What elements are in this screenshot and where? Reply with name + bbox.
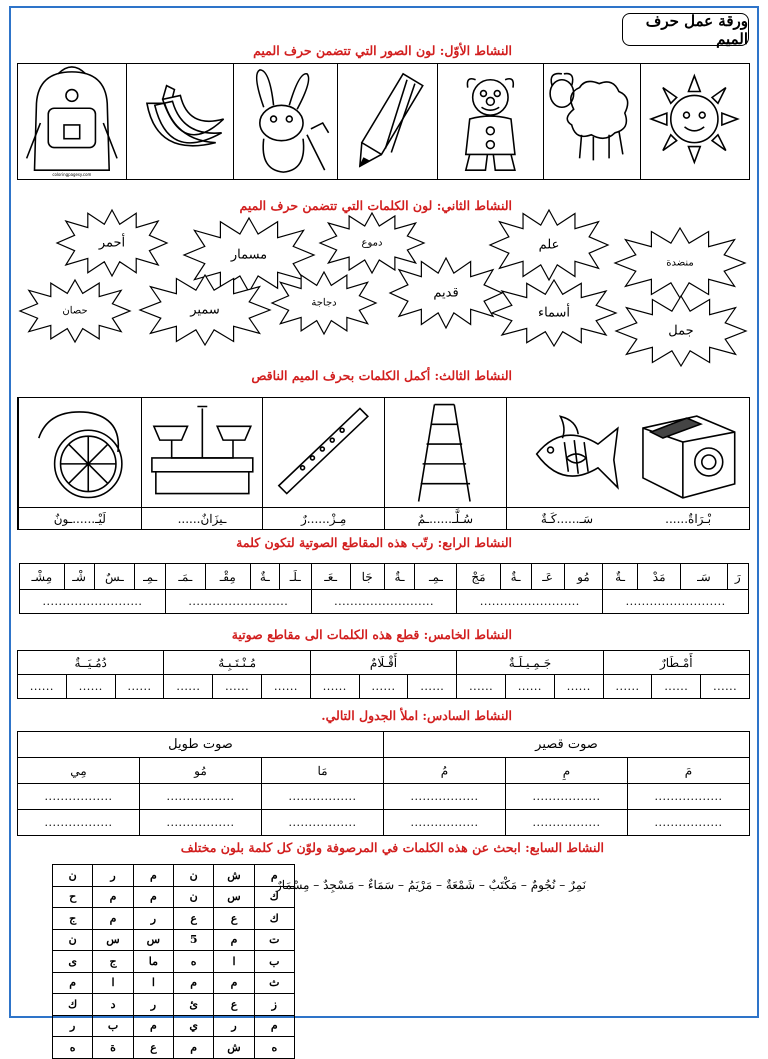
rabbit-image: [233, 64, 337, 179]
syllable: سَـ: [681, 564, 727, 590]
grid-letter[interactable]: م: [133, 886, 173, 908]
syllable: ـةٌ: [500, 564, 531, 590]
answer-field[interactable]: .................: [506, 784, 628, 810]
word-text: دموع: [361, 237, 383, 249]
grid-letter[interactable]: ه: [254, 1037, 294, 1059]
answer-field[interactable]: .........................: [603, 590, 749, 614]
syllable: مُو: [564, 564, 603, 590]
grid-letter[interactable]: م: [133, 1015, 173, 1037]
grid-letter[interactable]: ر: [53, 1015, 93, 1037]
grid-letter[interactable]: ع: [214, 994, 254, 1016]
activity-6-table: [17, 731, 750, 836]
word-blank-6: لَيْـ......ـونٌ: [19, 507, 141, 529]
image-credit: coloringpagesy.com: [52, 172, 92, 178]
grid-letter[interactable]: ة: [93, 1037, 133, 1059]
answer-field[interactable]: ......: [310, 675, 359, 699]
grid-letter[interactable]: ا: [133, 972, 173, 994]
word-star-mindada[interactable]: [615, 228, 745, 298]
grid-letter[interactable]: م: [174, 1037, 214, 1059]
answer-field[interactable]: ......: [408, 675, 457, 699]
grid-letter[interactable]: ز: [254, 994, 294, 1016]
ladder-cell: [384, 398, 506, 529]
column-header: مَا: [262, 758, 384, 784]
answer-field[interactable]: .................: [18, 784, 140, 810]
grid-letter[interactable]: ك: [254, 886, 294, 908]
grid-letter[interactable]: ب: [93, 1015, 133, 1037]
grid-letter[interactable]: ي: [174, 1015, 214, 1037]
activity-6-heading: النشاط السادس: املأ الجدول التالي.: [321, 708, 512, 723]
syllable: مَدْ: [637, 564, 680, 590]
grid-letter[interactable]: ما: [133, 951, 173, 973]
sheep-image: [543, 64, 641, 179]
grid-letter[interactable]: ث: [254, 972, 294, 994]
grid-letter[interactable]: س: [93, 929, 133, 951]
sharpener-cell: [627, 398, 749, 529]
grid-letter[interactable]: ن: [174, 886, 214, 908]
grid-letter[interactable]: م: [214, 972, 254, 994]
answer-field[interactable]: ......: [18, 675, 67, 699]
sun-image: [640, 64, 749, 179]
grid-letter[interactable]: م: [254, 1015, 294, 1037]
grid-letter[interactable]: ا: [93, 972, 133, 994]
answer-field[interactable]: .................: [628, 810, 750, 836]
syllable: ـسٌ: [94, 564, 135, 590]
syllable: ـعَـ: [311, 564, 350, 590]
syllable: ـمَـ: [165, 564, 205, 590]
word-text: حصان: [62, 305, 88, 317]
ladder-image: [385, 398, 506, 507]
syllable: رَ: [727, 564, 749, 590]
word-text: مسمار: [230, 247, 268, 263]
scale-image: [142, 398, 263, 507]
answer-field[interactable]: ......: [457, 675, 506, 699]
word-blank-3: سُـلَّـ......ـمٌ: [385, 507, 506, 529]
activity-4-table: [19, 563, 749, 614]
answer-field[interactable]: .................: [628, 784, 750, 810]
clown-image: [437, 64, 543, 179]
activity-7-heading: النشاط السابع: ابحث عن هذه الكلمات في المرصوفة ولوّن كل كلمة بلون مختلف: [180, 840, 604, 855]
word-blank-5: ......ـيزَانٌ: [142, 507, 263, 529]
word-blank-1: ......بْـرَاةٌ: [627, 507, 749, 529]
word-cell: أَقْـلَامٌ: [310, 651, 456, 675]
word-text: جمل: [668, 323, 694, 339]
fish-image: [507, 398, 628, 507]
syllable: شْـ: [64, 564, 94, 590]
activity-1-images: [17, 63, 750, 180]
syllable: ـمِـ: [135, 564, 166, 590]
flute-cell: [262, 398, 384, 529]
grid-letter[interactable]: ى: [53, 951, 93, 973]
grid-letter[interactable]: ج: [93, 951, 133, 973]
answer-field[interactable]: ......: [164, 675, 213, 699]
activity-3-heading: النشاط الثالث: أكمل الكلمات بحرف الميم الناقص: [251, 368, 512, 383]
answer-field[interactable]: .................: [262, 810, 384, 836]
grid-letter[interactable]: ن: [174, 865, 214, 887]
column-header: مِي: [18, 758, 140, 784]
word-text: دجاجة: [311, 297, 337, 309]
answer-field[interactable]: ......: [359, 675, 408, 699]
grid-letter[interactable]: ه: [174, 951, 214, 973]
grid-letter[interactable]: ح: [53, 886, 93, 908]
activity-3-table: [17, 397, 750, 530]
grid-letter[interactable]: ه: [53, 1037, 93, 1059]
bananas-image: [126, 64, 234, 179]
grid-letter[interactable]: ك: [254, 908, 294, 930]
grid-letter[interactable]: ن: [53, 929, 93, 951]
answer-field[interactable]: ......: [652, 675, 701, 699]
syllable: ـمِـ: [415, 564, 457, 590]
answer-field[interactable]: ......: [66, 675, 115, 699]
grid-letter[interactable]: ك: [53, 994, 93, 1016]
answer-field[interactable]: ......: [115, 675, 164, 699]
word-text: علم: [538, 237, 560, 253]
column-header: مُو: [140, 758, 262, 784]
word-list: نَمِرٌ – نُجُومٌ – مَكْتَبٌ – شَمْعَةٌ – مَرْيَمُ – سَمَاءٌ – مَسْجِدٌ – مِسْمَارٌ: [275, 878, 586, 892]
word-blank-4: مِـزْ......رٌ: [263, 507, 384, 529]
activity-5-table: [17, 650, 750, 699]
word-text: منضدة: [666, 257, 694, 269]
answer-field[interactable]: ......: [554, 675, 603, 699]
word-star-hisan[interactable]: [20, 280, 130, 342]
grid-letter[interactable]: ر: [93, 865, 133, 887]
column-header: مُ: [384, 758, 506, 784]
syllable: مَجْ: [457, 564, 500, 590]
sharpener-image: [627, 398, 749, 507]
grid-letter[interactable]: ا: [214, 951, 254, 973]
grid-letter[interactable]: م: [174, 972, 214, 994]
answer-field[interactable]: .................: [506, 810, 628, 836]
activity-4-heading: النشاط الرابع: رتّب هذه المقاطع الصوتية لتكون كلمة: [236, 535, 512, 550]
word-blank-2: سَـ......كَـةٌ: [507, 507, 628, 529]
backpack-image: [18, 64, 126, 179]
lemon-image: [19, 398, 141, 507]
word-star-qadim[interactable]: [390, 258, 502, 328]
answer-field[interactable]: .........................: [457, 590, 603, 614]
grid-letter[interactable]: ع: [214, 908, 254, 930]
word-star-samir[interactable]: [140, 275, 270, 345]
answer-field[interactable]: ......: [506, 675, 555, 699]
grid-letter[interactable]: م: [254, 865, 294, 887]
fish-cell: [506, 398, 628, 529]
activity-1-heading: النشاط الأوّل: لون الصور التي تتضمن حرف الميم: [253, 43, 512, 58]
grid-letter[interactable]: ب: [254, 951, 294, 973]
word-star-jamal[interactable]: [616, 296, 746, 366]
flute-image: [263, 398, 384, 507]
word-text: قديم: [433, 285, 459, 301]
word-star-asma[interactable]: [492, 280, 616, 346]
grid-letter[interactable]: ش: [214, 865, 254, 887]
column-header: مَ: [628, 758, 750, 784]
answer-field[interactable]: ......: [213, 675, 262, 699]
answer-field[interactable]: .................: [18, 810, 140, 836]
answer-field[interactable]: ......: [262, 675, 311, 699]
grid-letter[interactable]: س: [214, 886, 254, 908]
grid-letter[interactable]: ئ: [174, 994, 214, 1016]
word-cell: أَمْـطَارٌ: [603, 651, 749, 675]
answer-field[interactable]: .........................: [165, 590, 311, 614]
answer-field[interactable]: .................: [384, 784, 506, 810]
grid-letter[interactable]: 5: [174, 929, 214, 951]
answer-field[interactable]: .................: [140, 810, 262, 836]
word-search-grid: [52, 864, 295, 1059]
column-header: مِ: [506, 758, 628, 784]
grid-letter[interactable]: د: [93, 994, 133, 1016]
word-text: أسماء: [537, 305, 571, 321]
grid-letter[interactable]: م: [133, 865, 173, 887]
scale-cell: [141, 398, 263, 529]
word-cell: دُمُـيَــةٌ: [18, 651, 164, 675]
grid-letter[interactable]: ر: [133, 908, 173, 930]
answer-field[interactable]: .........................: [311, 590, 457, 614]
word-text: سمير: [190, 302, 220, 318]
activity-2-heading: النشاط الثاني: لون الكلمات التي تتضمن حرف الميم: [239, 198, 512, 213]
word-text: أحمر: [98, 235, 126, 251]
word-cell: مُـنْـتَـبِـهٌ: [164, 651, 310, 675]
activity-5-heading: النشاط الخامس: قطع هذه الكلمات الى مقاطع صوتية: [231, 627, 512, 642]
syllable: جَا: [350, 564, 384, 590]
worksheet-title: ورقة عمل حرف الميم: [622, 13, 749, 46]
word-star-alam[interactable]: [490, 210, 608, 280]
pencil-image: [337, 64, 437, 179]
answer-field[interactable]: ......: [603, 675, 652, 699]
syllable: ـةٌ: [603, 564, 638, 590]
grid-letter[interactable]: م: [53, 972, 93, 994]
syllable: مِقْـ: [205, 564, 250, 590]
grid-letter[interactable]: ر: [133, 994, 173, 1016]
grid-letter[interactable]: ت: [254, 929, 294, 951]
grid-letter[interactable]: م: [214, 929, 254, 951]
grid-letter[interactable]: س: [133, 929, 173, 951]
grid-letter[interactable]: ج: [53, 908, 93, 930]
lemon-cell: [18, 398, 141, 529]
syllable: مِشْـ: [20, 564, 65, 590]
word-star-ahmar[interactable]: [57, 210, 167, 276]
answer-field[interactable]: .................: [140, 784, 262, 810]
answer-field[interactable]: .................: [384, 810, 506, 836]
long-sound-header: صوت طويل: [18, 732, 384, 758]
syllable: ـةٌ: [250, 564, 279, 590]
grid-letter[interactable]: ع: [133, 1037, 173, 1059]
grid-letter[interactable]: ش: [214, 1037, 254, 1059]
short-sound-header: صوت قصير: [384, 732, 750, 758]
grid-letter[interactable]: ع: [174, 908, 214, 930]
grid-letter[interactable]: ر: [214, 1015, 254, 1037]
answer-field[interactable]: .........................: [20, 590, 166, 614]
syllable: ـةٌ: [384, 564, 415, 590]
grid-letter[interactable]: م: [93, 908, 133, 930]
grid-letter[interactable]: م: [93, 886, 133, 908]
answer-field[interactable]: ......: [701, 675, 750, 699]
syllable: ـلَـ: [279, 564, 311, 590]
syllable: عَـ: [531, 564, 564, 590]
answer-field[interactable]: .................: [262, 784, 384, 810]
grid-letter[interactable]: ن: [53, 865, 93, 887]
word-cell: جَـمِـيـلَـةٌ: [457, 651, 603, 675]
word-star-dajaja[interactable]: [272, 272, 376, 334]
